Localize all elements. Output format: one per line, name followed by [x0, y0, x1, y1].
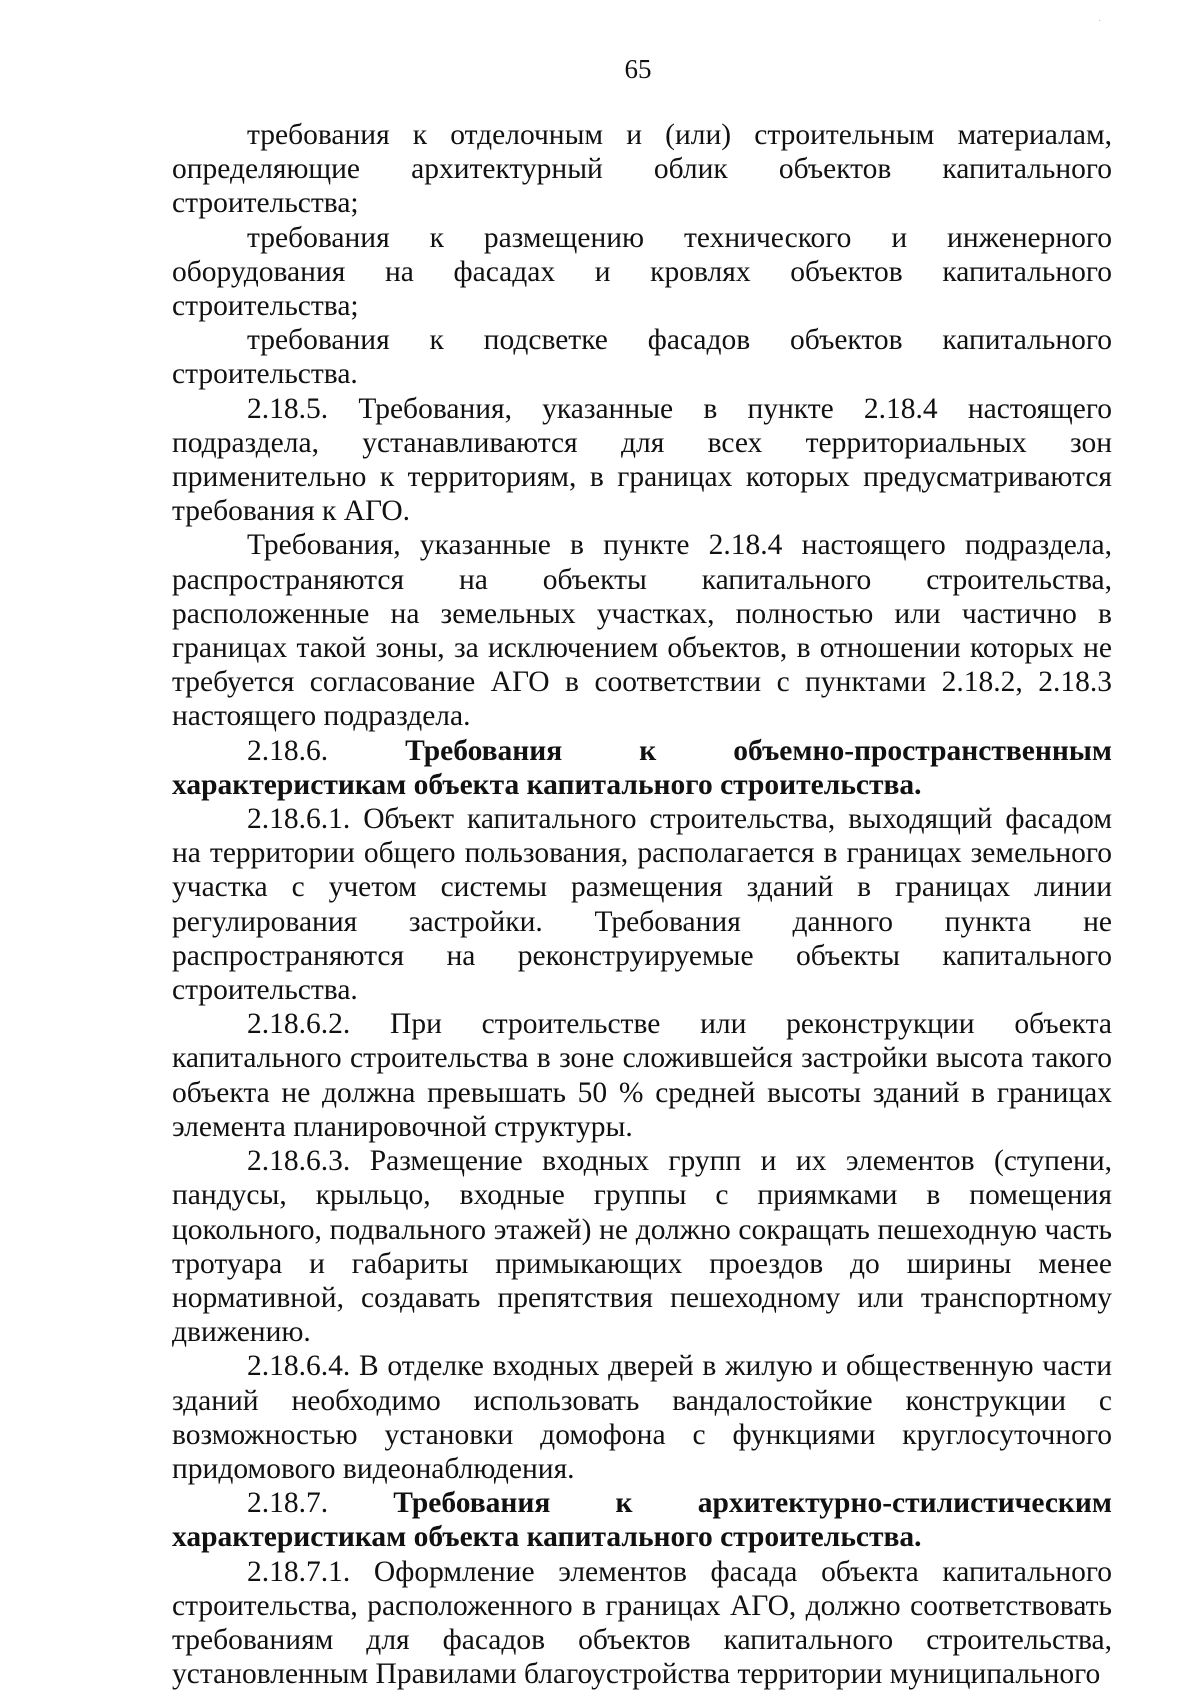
- paragraph: требования к подсветке фасадов объектов капитального строительства.: [172, 324, 1112, 391]
- section-heading: [172, 1486, 1112, 1554]
- paragraph: 2.18.6.4. В отделке входных дверей в жилую и общественную части зданий необходимо использовать вандалостойкие конструкции с возможностью установки домофона с функциями круглосуточного придомового видеонаблюдения.: [172, 1350, 1112, 1485]
- paragraph: Требования, указанные в пункте 2.18.4 настоящего подраздела, распространяются на объекты капитального строительства, расположенные на земельных участках, полностью или частично в границах такой зоны, за исключением объектов, в отношении которых не требуется согласование АГО в соответствии с пунктами 2.18.2, 2.18.3 настоящего подраздела.: [172, 529, 1112, 733]
- section-title: Требования к архитектурно-стилистическим характеристикам объекта капитального строительства.: [172, 1487, 1112, 1554]
- page-number: 65: [624, 54, 652, 84]
- section-heading: [172, 734, 1112, 802]
- paragraph: 2.18.7.1. Оформление элементов фасада объекта капитального строительства, расположенного в границах АГО, должно соответствовать требованиям для фасадов объектов капитального строительства, установленным Правилами благоустройства территории муниципального: [172, 1555, 1112, 1691]
- section-number: 2.18.7.: [247, 1487, 329, 1520]
- scan-artifact: ·: [1098, 16, 1102, 27]
- paragraph: 2.18.6.2. При строительстве или реконструкции объекта капитального строительства в зоне сложившейся застройки высота такого объекта не должна превышать 50 % средней высоты зданий в границах элемента планировочной структуры.: [172, 1008, 1112, 1143]
- paragraph: требования к размещению технического и инженерного оборудования на фасадах и кровлях объектов капитального строительства;: [172, 221, 1112, 323]
- paragraph: 2.18.6.3. Размещение входных групп и их элементов (ступени, пандусы, крыльцо, входные группы с приямками в помещения цокольного, подвального этажей) не должно сокращать пешеходную часть тротуара и габариты примыкающих проездов до ширины менее нормативной, создавать препятствия пешеходному или транспортному движению.: [172, 1145, 1112, 1349]
- section-title: Требования к объемно-пространственным характеристикам объекта капитального строительства.: [172, 734, 1113, 801]
- paragraph: требования к отделочным и (или) строительным материалам, определяющие архитектурный облик объектов капитального строительства;: [172, 119, 1112, 220]
- paragraph: 2.18.5. Требования, указанные в пункте 2.18.4 настоящего подраздела, устанавливаются для всех территориальных зон применительно к территориям, в границах которых предусматриваются требования к АГО.: [172, 392, 1112, 528]
- paragraph: 2.18.6.1. Объект капитального строительства, выходящий фасадом на территории общего пользования, располагается в границах земельного участка с учетом системы размещения зданий в границах линии регулирования застройки. Требования данного пункта не распространяются на реконструируемые объекты капитального строительства.: [172, 803, 1112, 1007]
- section-number: 2.18.6.: [247, 734, 329, 767]
- document-body: [172, 118, 1112, 1691]
